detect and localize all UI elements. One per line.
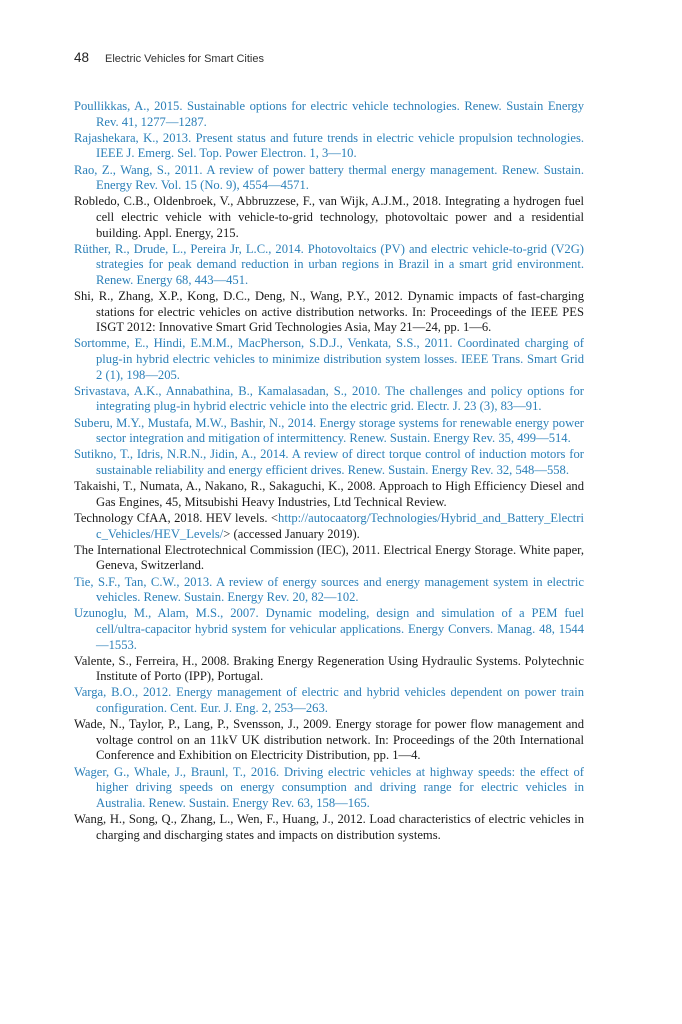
reference-item[interactable]: Rao, Z., Wang, S., 2011. A review of power battery thermal energy management. Renew. Sustain. Energy Rev. Vol. 15 (No. 9), 4554—4571. bbox=[74, 162, 584, 193]
reference-item[interactable]: Varga, B.O., 2012. Energy management of electric and hybrid vehicles dependent on power train configuration. Cent. Eur. J. Eng. 2, 253—263. bbox=[74, 685, 584, 716]
reference-item[interactable]: Suberu, M.Y., Mustafa, M.W., Bashir, N., 2014. Energy storage systems for renewable energy power sector integration and mitigation of intermittency. Renew. Sustain. Energy Rev. 35, 499—514. bbox=[74, 415, 584, 446]
reference-item[interactable]: Tie, S.F., Tan, C.W., 2013. A review of energy sources and energy management system in electric vehicles. Renew. Sustain. Energy Rev. 20, 82—102. bbox=[74, 574, 584, 605]
page-header bbox=[74, 50, 264, 65]
reference-item[interactable]: Srivastava, A.K., Annabathina, B., Kamalasadan, S., 2010. The challenges and policy options for integrating plug-in hybrid electric vehicle into the electric grid. Electr. J. 23 (3), 83—91. bbox=[74, 383, 584, 414]
reference-text: Technology CfAA, 2018. HEV levels. < bbox=[74, 510, 279, 525]
reference-item: Wang, H., Song, Q., Zhang, L., Wen, F., Huang, J., 2012. Load characteristics of electric vehicles in charging and discharging states and impacts on distribution systems. bbox=[74, 812, 584, 842]
reference-item: Robledo, C.B., Oldenbroek, V., Abbruzzese, F., van Wijk, A.J.M., 2018. Integrating a hydrogen fuel cell electric vehicle with vehicle-to-grid technology, photovoltaic power and a residential building. Appl. Energy, 215. bbox=[74, 194, 584, 240]
running-title: Electric Vehicles for Smart Cities bbox=[105, 53, 264, 65]
reference-text: > (accessed January 2019). bbox=[223, 526, 360, 541]
reference-item: Shi, R., Zhang, X.P., Kong, D.C., Deng, N., Wang, P.Y., 2012. Dynamic impacts of fast-charging stations for electric vehicles on active distribution networks. In: Proceedings of the IEEE PES ISGT 2012: Innovative Smart Grid Technologies Asia, May 21—24, pp. 1—6. bbox=[74, 289, 584, 335]
reference-item[interactable]: Poullikkas, A., 2015. Sustainable options for electric vehicle technologies. Renew. Sustain Energy Rev. 41, 1277—1287. bbox=[74, 99, 584, 129]
reference-item: Valente, S., Ferreira, H., 2008. Braking Energy Regeneration Using Hydraulic Systems. Polytechnic Institute of Porto (IPP), Portugal. bbox=[74, 653, 584, 684]
reference-item: Takaishi, T., Numata, A., Nakano, R., Sakaguchi, K., 2008. Approach to High Efficiency Diesel and Gas Engines, 45, Mitsubishi Heavy Industries, Ltd Technical Review. bbox=[74, 479, 584, 509]
reference-item[interactable]: Sortomme, E., Hindi, E.M.M., MacPherson, S.D.J., Venkata, S.S., 2011. Coordinated charging of plug-in hybrid electric vehicles to minimize distribution system losses. IEEE Trans. Smart Grid 2 (1), 198—205. bbox=[74, 336, 584, 382]
reference-item[interactable]: Sutikno, T., Idris, N.R.N., Jidin, A., 2014. A review of direct torque control of induction motors for sustainable reliability and energy efficient drives. Renew. Sustain. Energy Rev. 32, 548—558. bbox=[74, 447, 584, 477]
reference-list bbox=[74, 99, 584, 844]
reference-item: Wade, N., Taylor, P., Lang, P., Svensson, J., 2009. Energy storage for power flow management and voltage control on an 11kV UK distribution network. In: Proceedings of the 20th International Conference and Exhibition on Electricity Distribution, pp. 1—4. bbox=[74, 717, 584, 763]
reference-item: The International Electrotechnical Commission (IEC), 2011. Electrical Energy Storage. White paper, Geneva, Switzerland. bbox=[74, 542, 584, 573]
reference-item[interactable]: Wager, G., Whale, J., Braunl, T., 2016. Driving electric vehicles at highway speeds: the effect of higher driving speeds on energy consumption and driving range for electric vehicles in Australia. Renew. Sustain. Energy Rev. 63, 158—165. bbox=[74, 764, 584, 810]
reference-item[interactable]: Uzunoglu, M., Alam, M.S., 2007. Dynamic modeling, design and simulation of a PEM fuel cell/ultra-capacitor hybrid system for vehicular applications. Energy Convers. Manag. 48, 1544—1553. bbox=[74, 606, 584, 652]
page-number: 48 bbox=[74, 50, 90, 65]
reference-url-link[interactable]: http://autocaatorg/Technologies/Hybrid_and_Battery_Electric_Vehicles/HEV_Levels/ bbox=[96, 510, 584, 541]
reference-item[interactable]: Rajashekara, K., 2013. Present status and future trends in electric vehicle propulsion technologies. IEEE J. Emerg. Sel. Top. Power Electron. 1, 3—10. bbox=[74, 130, 584, 161]
reference-item[interactable]: Rüther, R., Drude, L., Pereira Jr, L.C., 2014. Photovoltaics (PV) and electric vehicle-to-grid (V2G) strategies for peak demand reduction in urban regions in Brazil in a smart grid environment. Renew. Energy 68, 443—451. bbox=[74, 241, 584, 287]
reference-item-with-url bbox=[74, 511, 584, 542]
